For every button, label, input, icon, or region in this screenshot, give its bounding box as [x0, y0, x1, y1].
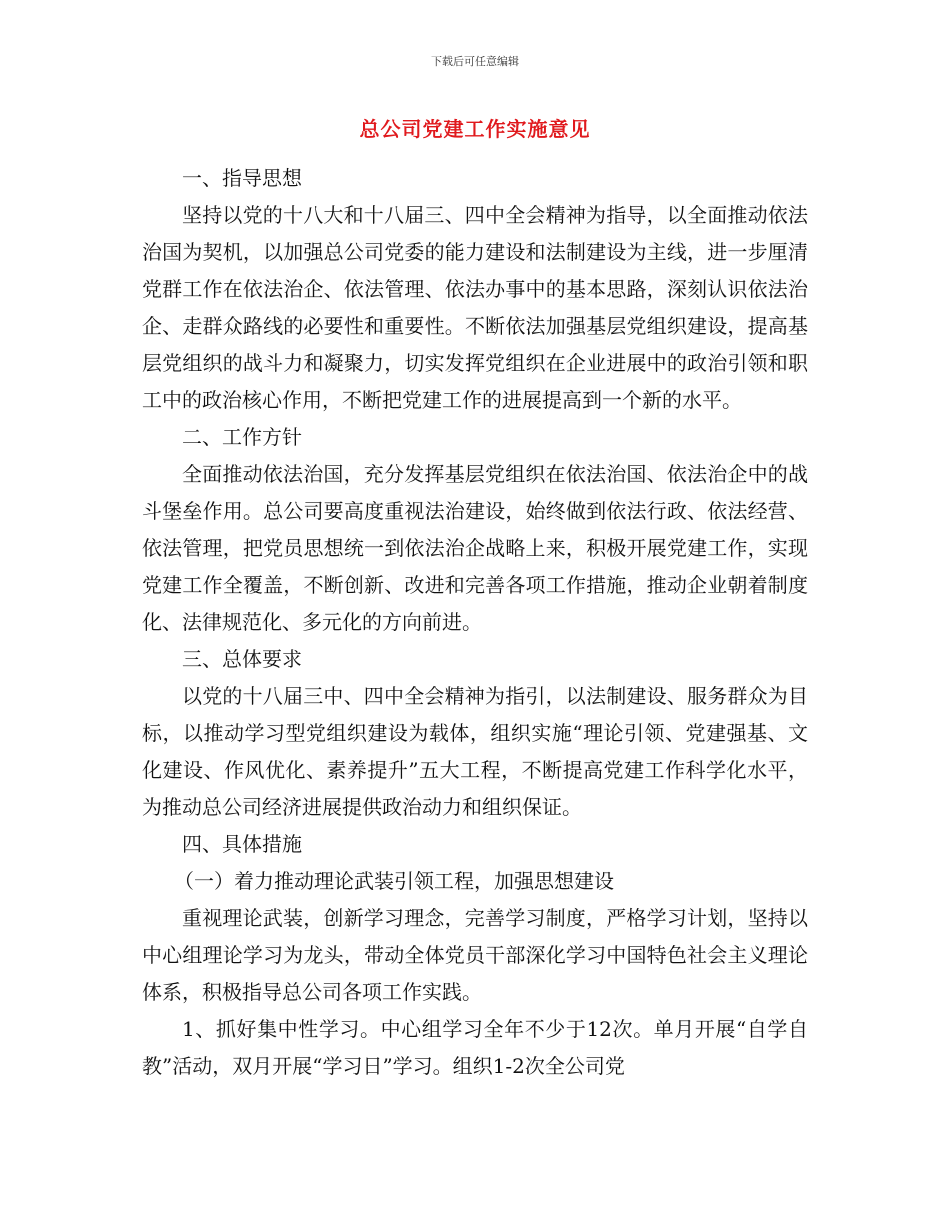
page-header: 下载后可任意编辑: [431, 55, 519, 68]
paragraph: 坚持以党的十八大和十八届三、四中全会精神为指导，以全面推动依法治国为契机，以加强总公司党委的能力建设和法制建设为主线，进一步厘清党群工作在依法治企、依法管理、依法办事中的基本思路，深刻认识依法治企、走群众路线的必要性和重要性。不断依法加强基层党组织建设，提高基层党组织的战斗力和凝聚力，切实发挥党组织在企业进展中的政治引领和职工中的政治核心作用，不断把党建工作的进展提高到一个新的水平。: [142, 203, 808, 412]
paragraph: 全面推动依法治国，充分发挥基层党组织在依法治国、依法治企中的战斗堡垒作用。总公司要高度重视法治建设，始终做到依法行政、依法经营、依法管理，把党员思想统一到依法治企战略上来，积极开展党建工作，实现党建工作全覆盖，不断创新、改进和完善各项工作措施，推动企业朝着制度化、法律规范化、多元化的方向前进。: [142, 462, 808, 634]
section-heading-1: 一、指导思想: [182, 166, 302, 190]
subsection-heading-1: （一）着力推动理论武装引领工程，加强思想建设: [174, 869, 614, 893]
document-body: [142, 160, 808, 1085]
section-heading-4: 四、具体措施: [182, 832, 302, 856]
paragraph: 重视理论武装，创新学习理念，完善学习制度，严格学习计划，坚持以中心组理论学习为龙头，带动全体党员干部深化学习中国特色社会主义理论体系，积极指导总公司各项工作实践。: [142, 906, 808, 1004]
paragraph: 以党的十八届三中、四中全会精神为指引，以法制建设、服务群众为目标，以推动学习型党组织建设为载体，组织实施“理论引领、党建强基、文化建设、作风优化、素养提升”五大工程，不断提高党建工作科学化水平，为推动总公司经济进展提供政治动力和组织保证。: [142, 684, 808, 819]
paragraph: 1、抓好集中性学习。中心组学习全年不少于12次。单月开展“自学自教”活动，双月开展“学习日”学习。组织1-2次全公司党: [142, 1017, 808, 1078]
section-heading-3: 三、总体要求: [182, 647, 302, 671]
section-heading-2: 二、工作方针: [182, 425, 302, 449]
document-title: 总公司党建工作实施意见: [359, 117, 591, 141]
